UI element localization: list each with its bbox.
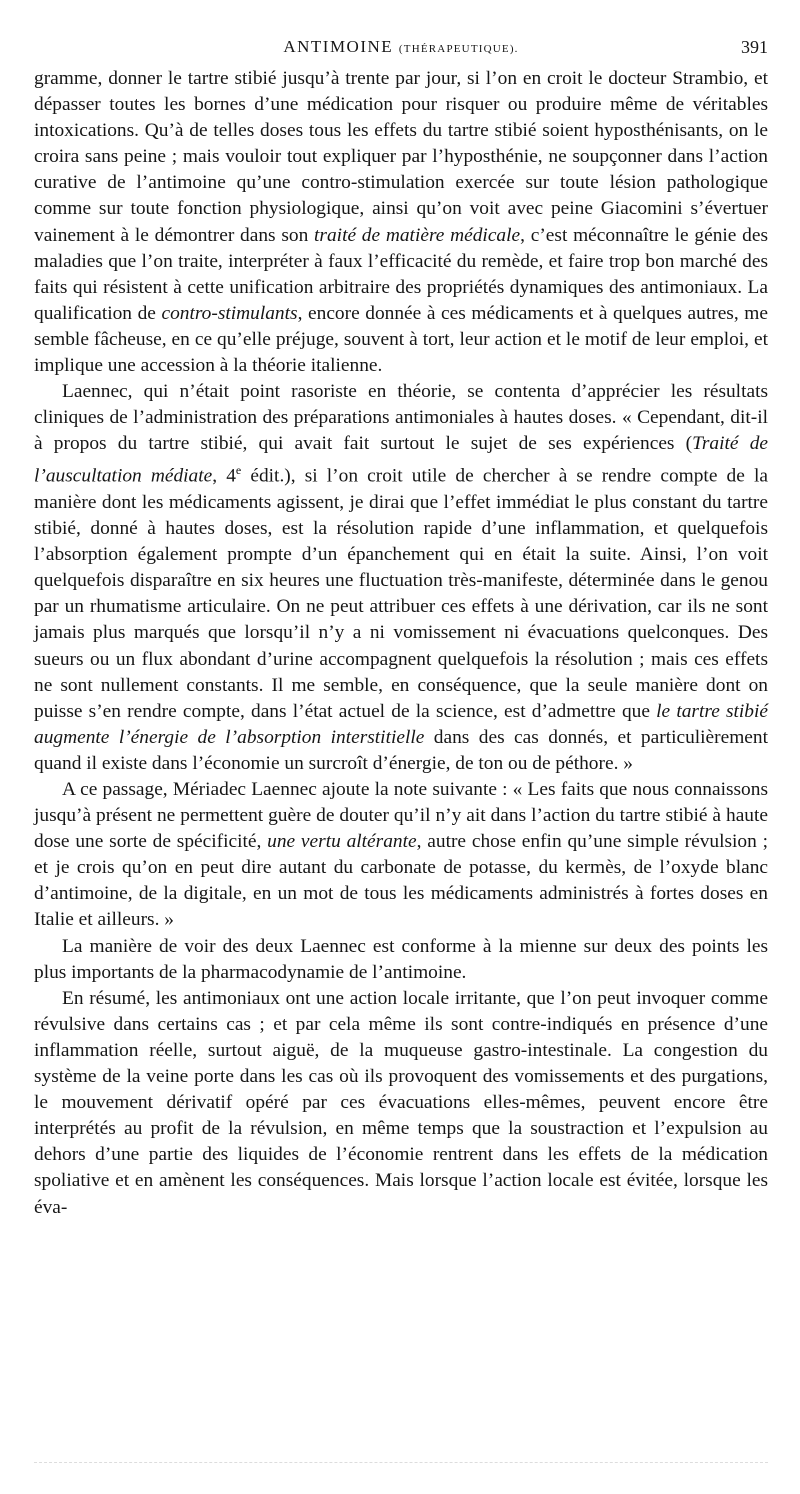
running-head: [34, 28, 768, 66]
paragraph: [34, 986, 768, 1221]
paragraph: [34, 66, 768, 379]
running-head-title: [283, 28, 518, 68]
book-page: [34, 28, 768, 1221]
italic-text: Traité de l’auscultation médiate: [34, 433, 768, 487]
italic-text: contro-stimulants: [161, 302, 298, 324]
italic-text: une vertu altérante: [267, 831, 417, 853]
text-run: , autre chose enfin qu’une simple révulsion ; et je crois qu’on en peut dire autant du carbonate de potasse, du kermès, de l’oxyde blanc d’antimoine, de la digitale, en un mot de tous les médicaments administrés à fortes doses en Italie et ailleurs. »: [34, 831, 768, 931]
paragraph: [34, 777, 768, 934]
text-run: En résumé, les antimoniaux ont une action locale irritante, que l’on peut invoquer comme révulsive dans certains cas ; et par cela même ils sont contre-indiqués en présence d’une inflammation réelle, surtout aiguë, de la muqueuse gastro-intestinale. La congestion du système de la veine porte dans les cas où ils provoquent des vomissements et des purgations, le mouvement dérivatif opéré par ces évacuations elles-mêmes, peuvent encore être interprétés au profit de la révulsion, en même temps que la soustraction et l’expulsion au dehors d’une partie des liquides de l’économie rentrent dans les effets de la médication spoliative et en amènent les conséquences. Mais lorsque l’action locale est évitée, lorsque les éva-: [34, 987, 768, 1218]
text-run: La manière de voir des deux Laennec est conforme à la mienne sur deux des points les plus importants de la pharmacodynamie de l’antimoine.: [34, 935, 768, 983]
page-number: 391: [741, 37, 768, 57]
text-run: , c’est méconnaître le génie des maladies que l’on traite, interpréter à faux l’efficacité du remède, et faire trop bon marché des faits qui résistent à cette unification arbitraire des propriétés dynamiques des antimoniaux. La qualification de: [34, 224, 768, 324]
text-run: A ce passage, Mériadec Laennec ajoute la note suivante : « Les faits que nous connaissons jusqu’à présent ne permettent guère de douter qu’il n’y ait dans l’action du tartre stibié à haute dose une sorte de spécificité,: [34, 779, 768, 853]
bottom-edge-rule: [34, 1462, 768, 1463]
text-run: , 4: [212, 465, 236, 487]
text-run: édit.), si l’on croit utile de chercher à se rendre compte de la manière dont les médicaments agissent, je dirai que l’effet immédiat le plus constant du tartre stibié, donné à hautes doses, est la résolution rapide d’une inflammation, et quelquefois l’absorption également prompte d’un épanchement qui en était la suite. Ainsi, l’on voit quelquefois disparaître en six heures une fluctuation très-manifeste, déterminée dans le genou par un rhumatisme articulaire. On ne peut attribuer ces effets à une dérivation, car ils ne sont jamais plus marqués que lorsqu’il n’y a ni vomissement ni évacuations quelconques. Des sueurs ou un flux abondant d’urine accompagnent quelquefois la résolution ; mais ces effets ne sont nullement constants. Il me semble, en conséquence, que la seule manière dont on puisse s’en rendre compte, dans l’état actuel de la science, est d’admettre que: [34, 465, 768, 722]
chapter-title: ANTIMOINE: [283, 37, 394, 56]
chapter-subtitle: (THÉRAPEUTIQUE).: [398, 43, 519, 55]
text-run: gramme, donner le tartre stibié jusqu’à trente par jour, si l’on en croit le docteur Strambio, et dépasser toutes les bornes d’une médication pour risquer ou produire même de véritables intoxications. Qu’à de telles doses tous les effets du tartre stibié soient hyposthénisants, on le croira sans peine ; mais vouloir tout expliquer par l’hyposthénie, ne soupçonner dans l’action curative de l’antimoine qu’une contro-stimulation exercée sur toute lésion pathologique comme sur toute fonction physiologique, ainsi qu’on voit avec peine Giacomini s’évertuer vainement à le démontrer dans son: [34, 68, 768, 246]
text-run: dans des cas donnés, et particulièrement quand il existe dans l’économie un surcroît d’énergie, de ton ou de péthore. »: [34, 726, 768, 774]
italic-text: traité de matière médicale: [314, 224, 521, 246]
body-text: [34, 66, 768, 1221]
paragraph: [34, 379, 768, 777]
paragraph: [34, 934, 768, 986]
italic-text: le tartre stibié augmente l’énergie de l’absorption interstitielle: [34, 700, 768, 748]
text-run: Laennec, qui n’était point rasoriste en théorie, se contenta d’apprécier les résultats cliniques de l’administration des préparations antimoniales à hautes doses. « Cependant, dit-il à propos du tartre stibié, qui avait fait surtout le sujet de ses expériences (: [34, 381, 768, 455]
superscript-text: e: [235, 463, 242, 478]
text-run: , encore donnée à ces médicaments et à quelques autres, me semble fâcheuse, en ce qu’elle préjuge, souvent à tort, leur action et le motif de leur emploi, et implique une accession à la théorie italienne.: [34, 302, 768, 377]
